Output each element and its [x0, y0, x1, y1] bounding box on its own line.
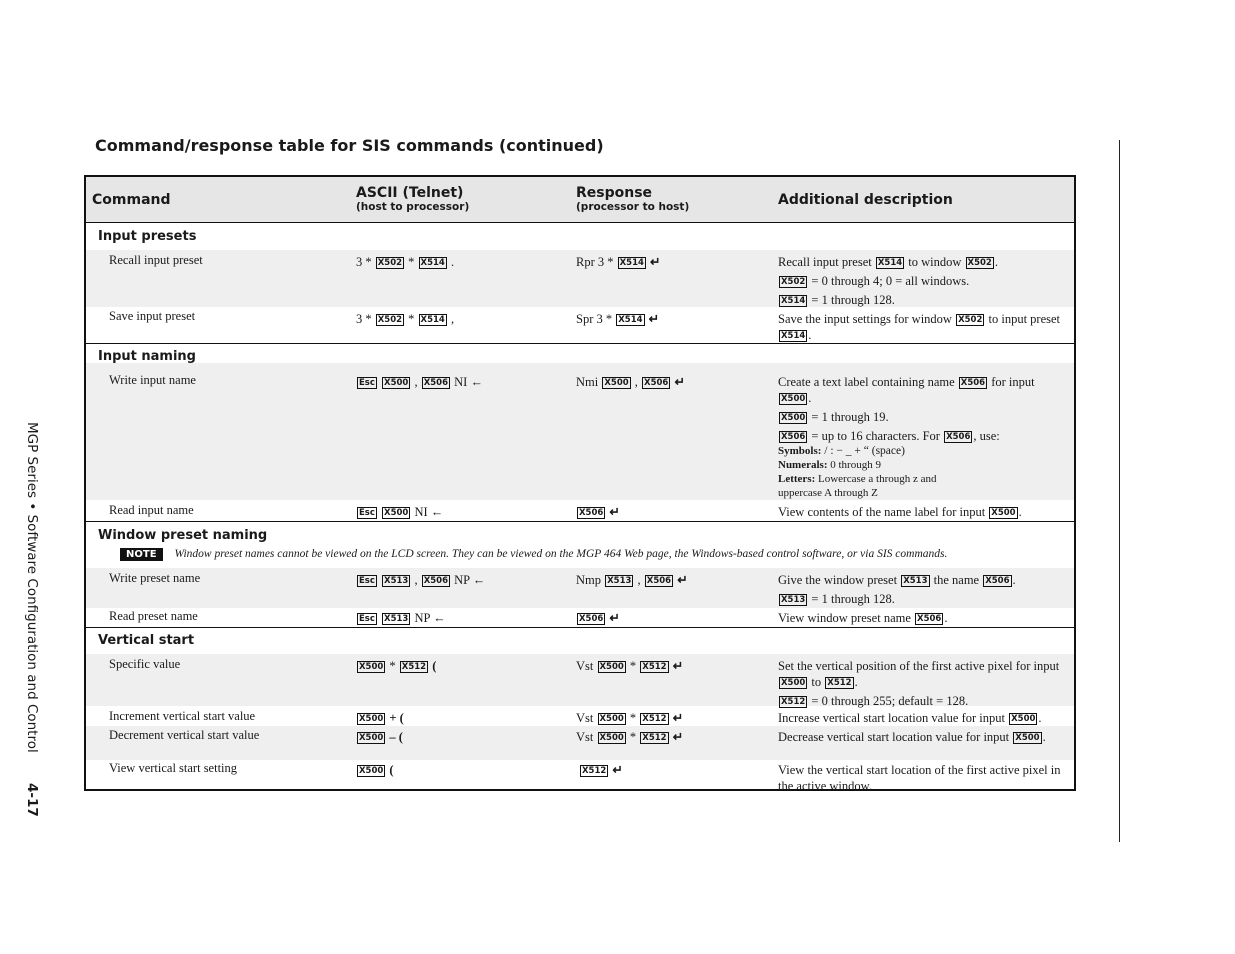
variable-token: X500 — [384, 508, 409, 518]
desc-a: Recall input preset — [778, 255, 872, 269]
enter-icon: ↵ — [609, 611, 620, 625]
desc-c: . — [994, 255, 998, 269]
ascii-end: ( — [432, 659, 437, 673]
ascii-command — [356, 572, 485, 588]
description — [778, 710, 1062, 726]
section-input-naming: Input naming — [98, 349, 196, 364]
variable-token: X513 — [384, 614, 409, 624]
command-name: Specific value — [109, 657, 181, 671]
desc-b: the name — [933, 573, 980, 587]
variable-token: X500 — [359, 662, 384, 672]
ascii-command — [356, 374, 483, 390]
response — [576, 504, 620, 520]
ascii-pre: 3 * — [356, 255, 372, 269]
variable-token: X500 — [991, 508, 1016, 518]
variable-token: X502 — [967, 258, 992, 268]
section-divider — [86, 521, 1074, 522]
variable-token: Esc — [359, 576, 375, 586]
note — [120, 548, 947, 561]
desc-c: . — [1042, 730, 1046, 744]
description — [778, 504, 1062, 520]
symbols-label: Symbols: — [778, 445, 822, 457]
variable-token: X512 — [401, 662, 427, 672]
page-title: Command/response table for SIS commands (continued) — [95, 136, 604, 155]
description — [778, 658, 1062, 712]
section-divider — [86, 343, 1074, 344]
response — [576, 572, 688, 588]
response-comma: , — [637, 573, 641, 587]
variable-token: X500 — [359, 766, 384, 776]
variable-token: X514 — [618, 315, 643, 325]
response-pre: Vst — [576, 730, 594, 744]
desc3: = 1 through 128. — [811, 293, 895, 307]
variable-token: X500 — [599, 714, 624, 724]
variable-token: X506 — [423, 576, 448, 586]
header-ascii — [356, 185, 469, 214]
desc-c: . — [944, 611, 948, 625]
command-table — [84, 175, 1076, 791]
ascii-comma: , — [414, 573, 418, 587]
variable-token: Esc — [359, 508, 375, 518]
header-command: Command — [92, 192, 171, 208]
section-window-preset-naming: Window preset naming — [98, 528, 268, 543]
enter-icon: ↵ — [674, 375, 685, 389]
desc3-a: = up to 16 characters. For — [811, 429, 940, 443]
variable-token: X514 — [420, 258, 445, 268]
ascii-mid: * — [389, 659, 396, 673]
variable-token: X500 — [781, 413, 806, 423]
variable-token: X514 — [781, 296, 806, 306]
response-pre: Vst — [576, 659, 594, 673]
response-pre: Spr 3 * — [576, 312, 613, 326]
command-name: Decrement vertical start value — [109, 728, 260, 742]
variable-token: Esc — [359, 614, 375, 624]
variable-token: X506 — [781, 432, 806, 442]
variable-token: X506 — [644, 378, 669, 388]
variable-token: X506 — [579, 614, 604, 624]
desc-a: Save the input settings for window — [778, 312, 952, 326]
variable-token: X506 — [960, 378, 986, 388]
ascii-command — [356, 658, 436, 674]
ascii-end: + ( — [389, 711, 404, 725]
response-comma: , — [634, 375, 638, 389]
response-pre: Nmi — [576, 375, 599, 389]
page-number: 4-17 — [24, 783, 40, 817]
desc-a: Increase vertical start location value for input — [778, 711, 1005, 725]
letters: Lowercase a through z and uppercase A through Z — [778, 473, 937, 499]
variable-token: X500 — [604, 378, 629, 388]
desc-c: . — [808, 391, 812, 405]
description — [778, 254, 1062, 311]
response-pre: Nmp — [576, 573, 601, 587]
command-name: Recall input preset — [109, 253, 203, 267]
response-mid: * — [629, 659, 637, 673]
variable-token: X512 — [582, 766, 607, 776]
variable-token: X500 — [781, 678, 806, 688]
desc2: = 1 through 19. — [811, 410, 889, 424]
command-name: Write preset name — [109, 571, 201, 585]
variable-token: X506 — [646, 576, 672, 586]
response — [579, 762, 623, 778]
variable-token: X502 — [958, 315, 983, 325]
ascii-command — [356, 710, 404, 726]
symbols: / : − _ + “ (space) — [821, 445, 905, 457]
desc-b: to window — [908, 255, 962, 269]
ascii-suffix: NP — [414, 611, 430, 625]
response-pre: Vst — [576, 711, 594, 725]
variable-token: X514 — [781, 331, 806, 341]
variable-token: X513 — [903, 576, 928, 586]
section-divider — [86, 627, 1074, 628]
left-arrow-icon: ← — [470, 375, 483, 389]
variable-token: X512 — [781, 697, 806, 707]
desc-c: . — [1018, 505, 1022, 519]
variable-token: X502 — [377, 315, 403, 325]
letters-label: Letters: — [778, 473, 816, 485]
header-response — [576, 185, 689, 214]
response-mid: * — [629, 711, 637, 725]
desc3-b: , use: — [973, 429, 1000, 443]
ascii-comma: , — [414, 375, 418, 389]
header-ascii-sub: (host to processor) — [356, 201, 470, 213]
variable-token: X512 — [642, 662, 667, 672]
ascii-command — [356, 610, 446, 626]
variable-token: X514 — [877, 258, 903, 268]
description — [778, 729, 1062, 745]
header-response-sub: (processor to host) — [576, 201, 690, 213]
ascii-command — [356, 311, 454, 327]
command-name: Increment vertical start value — [109, 709, 256, 723]
variable-token: X506 — [946, 432, 971, 442]
ascii-mid: * — [408, 312, 415, 326]
desc2: = 0 through 255; default = 128. — [811, 694, 969, 708]
description — [778, 610, 1062, 626]
left-arrow-icon: ← — [472, 573, 486, 587]
description — [778, 311, 1062, 343]
ascii-command — [356, 504, 443, 520]
response — [576, 658, 683, 674]
desc-b: for input — [991, 375, 1035, 389]
ascii-command — [356, 762, 394, 778]
variable-token: X500 — [1011, 714, 1036, 724]
desc2: = 1 through 128. — [811, 592, 895, 606]
description: View the vertical start location of the first active pixel in the active window. — [778, 763, 1061, 793]
variable-token: X502 — [781, 277, 806, 287]
ascii-suffix: NP — [454, 573, 470, 587]
desc-a: View window preset name — [778, 611, 911, 625]
command-name: Write input name — [109, 373, 196, 387]
variable-token: Esc — [359, 378, 375, 388]
enter-icon: ↵ — [677, 573, 688, 587]
left-arrow-icon: ← — [433, 611, 446, 625]
desc-a: View contents of the name label for input — [778, 505, 986, 519]
ascii-suffix: NI — [414, 505, 428, 519]
enter-icon: ↵ — [650, 255, 661, 269]
header-response-label: Response — [576, 185, 653, 201]
header-ascii-label: ASCII (Telnet) — [356, 185, 464, 201]
header-description: Additional description — [778, 192, 953, 208]
desc-c: . — [854, 675, 858, 689]
variable-token: X502 — [377, 258, 403, 268]
variable-token: X500 — [599, 733, 624, 743]
enter-icon: ↵ — [612, 763, 623, 777]
command-name: Read preset name — [109, 609, 198, 623]
ascii-pre: 3 * — [356, 312, 372, 326]
variable-token: X500 — [359, 733, 384, 743]
side-title: MGP Series • Software Configuration and Control — [24, 422, 40, 753]
desc-b: to input preset — [988, 312, 1061, 326]
command-name: Read input name — [109, 503, 194, 517]
response — [576, 610, 620, 626]
desc-a: Give the window preset — [778, 573, 898, 587]
desc-a: Set the vertical position of the first active pixel for input — [778, 659, 1060, 673]
ascii-command — [356, 254, 454, 270]
ascii-end: ( — [389, 763, 394, 777]
enter-icon: ↵ — [672, 730, 684, 744]
variable-token: X513 — [781, 595, 806, 605]
variable-token: X513 — [384, 576, 409, 586]
section-input-presets: Input presets — [98, 229, 197, 244]
note-badge: NOTE — [120, 548, 163, 561]
command-name: Save input preset — [109, 309, 196, 323]
ascii-end: , — [450, 312, 455, 326]
left-arrow-icon: ← — [430, 505, 444, 519]
response — [576, 254, 661, 270]
variable-token: X506 — [985, 576, 1010, 586]
ascii-mid: * — [408, 255, 415, 269]
variable-token: X506 — [579, 508, 604, 518]
variable-token: X513 — [607, 576, 632, 586]
ascii-suffix: NI — [454, 375, 468, 389]
enter-icon: ↵ — [609, 505, 620, 519]
variable-token: X506 — [423, 378, 448, 388]
variable-token: X500 — [384, 378, 409, 388]
variable-token: X514 — [420, 315, 445, 325]
variable-token: X512 — [642, 733, 667, 743]
numerals-label: Numerals: — [778, 459, 828, 471]
section-vertical-start: Vertical start — [98, 633, 195, 648]
enter-icon: ↵ — [672, 711, 684, 725]
enter-icon: ↵ — [672, 659, 684, 673]
description — [778, 374, 1062, 500]
variable-token: X514 — [619, 258, 644, 268]
response-mid: * — [629, 730, 637, 744]
ascii-command — [356, 729, 403, 745]
desc-c: . — [1038, 711, 1042, 725]
margin-rule — [1119, 140, 1120, 842]
numerals: 0 through 9 — [827, 459, 881, 471]
variable-token: X500 — [1015, 733, 1040, 743]
command-name: View vertical start setting — [109, 761, 238, 775]
desc-c: . — [1012, 573, 1016, 587]
desc-a: Create a text label containing name — [778, 375, 955, 389]
response — [576, 311, 659, 327]
table-header — [86, 177, 1074, 223]
variable-token: X500 — [599, 662, 624, 672]
variable-token: X512 — [642, 714, 667, 724]
ascii-end: . — [450, 255, 455, 269]
side-header — [24, 422, 40, 817]
desc-a: Decrease vertical start location value for input — [778, 730, 1010, 744]
enter-icon: ↵ — [648, 312, 660, 326]
response — [576, 374, 685, 390]
variable-token: X506 — [917, 614, 942, 624]
response-pre: Rpr 3 * — [576, 255, 614, 269]
note-text: Window preset names cannot be viewed on the LCD screen. They can be viewed on the MGP 464 Web page, the Windows-based control software, or via SIS commands. — [174, 548, 948, 560]
desc-c: . — [808, 328, 812, 342]
description — [778, 572, 1062, 610]
variable-token: X500 — [359, 714, 384, 724]
response — [576, 729, 683, 745]
ascii-end: – ( — [389, 730, 403, 744]
desc-b: to — [811, 675, 822, 689]
response — [576, 710, 683, 726]
desc2: = 0 through 4; 0 = all windows. — [811, 274, 970, 288]
variable-token: X500 — [781, 394, 806, 404]
variable-token: X512 — [827, 678, 852, 688]
